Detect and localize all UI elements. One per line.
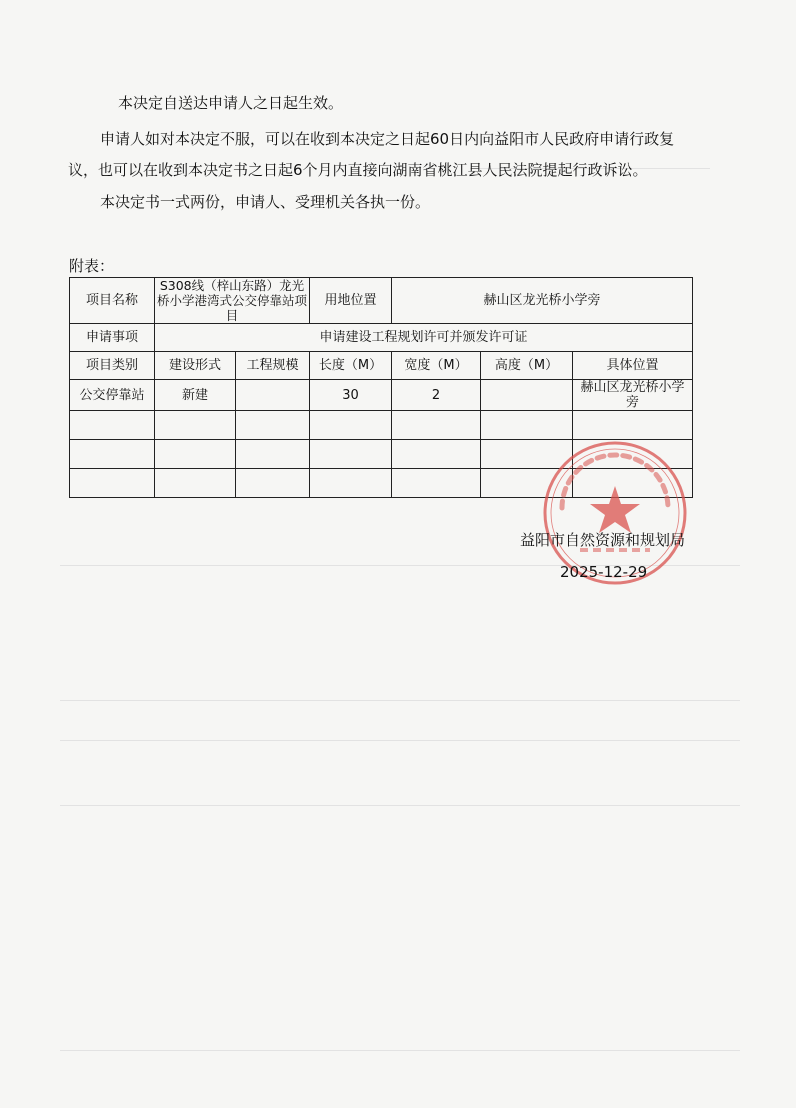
header-build-form: 建设形式 bbox=[155, 352, 236, 380]
header-length: 长度（M） bbox=[310, 352, 392, 380]
header-width: 宽度（M） bbox=[392, 352, 481, 380]
header-location: 具体位置 bbox=[573, 352, 693, 380]
cell-category: 公交停靠站 bbox=[70, 380, 155, 411]
project-name-label: 项目名称 bbox=[70, 278, 155, 324]
issue-date: 2025-12-29 bbox=[560, 563, 648, 581]
attachment-label: 附表： bbox=[69, 257, 115, 275]
cell-width: 2 bbox=[392, 380, 481, 411]
appeal-clause-line1: 申请人如对本决定不服，可以在收到本决定之日起60日内向益阳市人民政府申请行政复 bbox=[100, 130, 675, 148]
cell-height bbox=[481, 380, 573, 411]
cell-build-form: 新建 bbox=[155, 380, 236, 411]
cell-length: 30 bbox=[310, 380, 392, 411]
cell-location: 赫山区龙光桥小学旁 bbox=[573, 380, 693, 411]
copies-clause: 本决定书一式两份，申请人、受理机关各执一份。 bbox=[100, 193, 431, 211]
header-category: 项目类别 bbox=[70, 352, 155, 380]
header-height: 高度（M） bbox=[481, 352, 573, 380]
table-header-row bbox=[70, 352, 693, 380]
matter-label: 申请事项 bbox=[70, 324, 155, 352]
table-row-matter bbox=[70, 324, 693, 352]
project-name-value: S308线（梓山东路）龙光桥小学港湾式公交停靠站项目 bbox=[155, 278, 310, 324]
table-row-project bbox=[70, 278, 693, 324]
cell-scale bbox=[236, 380, 310, 411]
matter-value: 申请建设工程规划许可并颁发许可证 bbox=[155, 324, 693, 352]
location-label: 用地位置 bbox=[310, 278, 392, 324]
effective-clause: 本决定自送达申请人之日起生效。 bbox=[118, 94, 344, 112]
location-value: 赫山区龙光桥小学旁 bbox=[392, 278, 693, 324]
table-row bbox=[70, 380, 693, 411]
table-row-empty bbox=[70, 411, 693, 440]
header-scale: 工程规模 bbox=[236, 352, 310, 380]
appeal-clause-line2: 议，也可以在收到本决定书之日起6个月内直接向湖南省桃江县人民法院提起行政诉讼。 bbox=[68, 161, 648, 179]
issuing-agency: 益阳市自然资源和规划局 bbox=[520, 531, 686, 549]
